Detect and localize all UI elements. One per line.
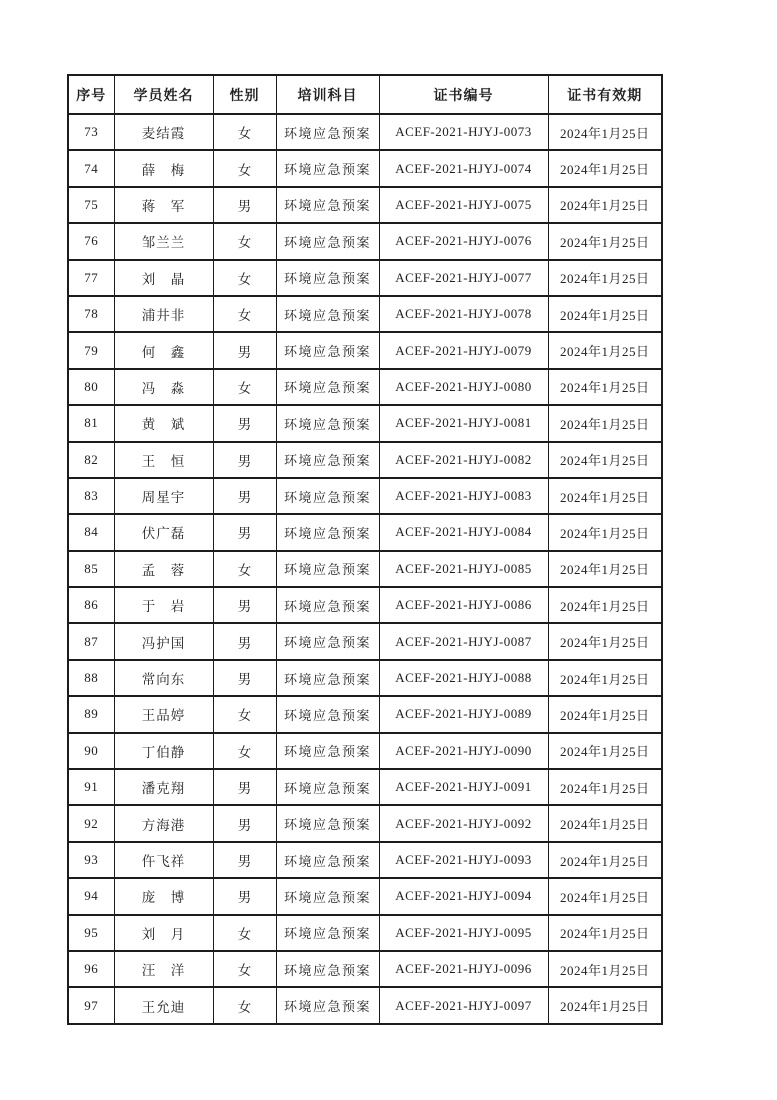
cell-certificate-number: ACEF-2021-HJYJ-0084	[379, 514, 548, 550]
cell-gender: 女	[213, 296, 276, 332]
cell-gender: 男	[213, 332, 276, 368]
cell-serial-number: 89	[68, 696, 114, 732]
cell-gender: 男	[213, 660, 276, 696]
cell-certificate-validity: 2024年1月25日	[548, 842, 662, 878]
cell-serial-number: 96	[68, 951, 114, 987]
cell-certificate-number: ACEF-2021-HJYJ-0081	[379, 405, 548, 441]
cell-student-name: 伏广磊	[114, 514, 213, 550]
table-row	[68, 260, 662, 296]
table-row	[68, 150, 662, 186]
cell-certificate-number: ACEF-2021-HJYJ-0079	[379, 332, 548, 368]
cell-certificate-validity: 2024年1月25日	[548, 733, 662, 769]
cell-certificate-number: ACEF-2021-HJYJ-0087	[379, 623, 548, 659]
cell-training-subject: 环境应急预案	[276, 551, 379, 587]
cell-certificate-validity: 2024年1月25日	[548, 369, 662, 405]
cell-certificate-number: ACEF-2021-HJYJ-0097	[379, 987, 548, 1023]
cell-student-name: 王品婷	[114, 696, 213, 732]
cell-gender: 男	[213, 878, 276, 914]
cell-student-name: 王允迪	[114, 987, 213, 1023]
cell-gender: 男	[213, 623, 276, 659]
cell-certificate-number: ACEF-2021-HJYJ-0095	[379, 915, 548, 951]
cell-certificate-validity: 2024年1月25日	[548, 332, 662, 368]
cell-certificate-validity: 2024年1月25日	[548, 442, 662, 478]
cell-student-name: 潘克翔	[114, 769, 213, 805]
cell-training-subject: 环境应急预案	[276, 842, 379, 878]
cell-student-name: 常向东	[114, 660, 213, 696]
cell-certificate-number: ACEF-2021-HJYJ-0089	[379, 696, 548, 732]
table-body	[68, 114, 662, 1024]
cell-gender: 女	[213, 696, 276, 732]
cell-training-subject: 环境应急预案	[276, 623, 379, 659]
cell-gender: 女	[213, 733, 276, 769]
cell-gender: 女	[213, 551, 276, 587]
cell-serial-number: 97	[68, 987, 114, 1023]
header-certificate-number: 证书编号	[379, 75, 548, 114]
cell-certificate-validity: 2024年1月25日	[548, 915, 662, 951]
table-row	[68, 442, 662, 478]
cell-training-subject: 环境应急预案	[276, 332, 379, 368]
cell-certificate-validity: 2024年1月25日	[548, 478, 662, 514]
cell-training-subject: 环境应急预案	[276, 660, 379, 696]
cell-serial-number: 75	[68, 187, 114, 223]
cell-certificate-validity: 2024年1月25日	[548, 660, 662, 696]
table-row	[68, 187, 662, 223]
cell-gender: 女	[213, 369, 276, 405]
cell-training-subject: 环境应急预案	[276, 805, 379, 841]
cell-student-name: 邹兰兰	[114, 223, 213, 259]
cell-student-name: 黄 斌	[114, 405, 213, 441]
cell-training-subject: 环境应急预案	[276, 514, 379, 550]
cell-certificate-number: ACEF-2021-HJYJ-0094	[379, 878, 548, 914]
cell-certificate-validity: 2024年1月25日	[548, 514, 662, 550]
table-row	[68, 587, 662, 623]
cell-training-subject: 环境应急预案	[276, 696, 379, 732]
cell-certificate-validity: 2024年1月25日	[548, 150, 662, 186]
cell-training-subject: 环境应急预案	[276, 478, 379, 514]
cell-certificate-number: ACEF-2021-HJYJ-0075	[379, 187, 548, 223]
cell-certificate-number: ACEF-2021-HJYJ-0076	[379, 223, 548, 259]
cell-serial-number: 88	[68, 660, 114, 696]
cell-student-name: 麦结霞	[114, 114, 213, 150]
cell-certificate-validity: 2024年1月25日	[548, 805, 662, 841]
cell-certificate-validity: 2024年1月25日	[548, 696, 662, 732]
cell-training-subject: 环境应急预案	[276, 296, 379, 332]
cell-training-subject: 环境应急预案	[276, 769, 379, 805]
cell-training-subject: 环境应急预案	[276, 951, 379, 987]
header-gender: 性别	[213, 75, 276, 114]
cell-serial-number: 79	[68, 332, 114, 368]
cell-certificate-validity: 2024年1月25日	[548, 551, 662, 587]
table-row	[68, 223, 662, 259]
cell-serial-number: 94	[68, 878, 114, 914]
cell-serial-number: 86	[68, 587, 114, 623]
header-serial-number: 序号	[68, 75, 114, 114]
cell-certificate-validity: 2024年1月25日	[548, 769, 662, 805]
cell-student-name: 蒋 军	[114, 187, 213, 223]
table-row	[68, 951, 662, 987]
cell-certificate-validity: 2024年1月25日	[548, 987, 662, 1023]
cell-serial-number: 85	[68, 551, 114, 587]
cell-serial-number: 73	[68, 114, 114, 150]
cell-certificate-validity: 2024年1月25日	[548, 223, 662, 259]
cell-gender: 男	[213, 405, 276, 441]
cell-gender: 男	[213, 187, 276, 223]
cell-training-subject: 环境应急预案	[276, 442, 379, 478]
cell-serial-number: 78	[68, 296, 114, 332]
table-row	[68, 405, 662, 441]
table-row	[68, 805, 662, 841]
cell-student-name: 刘 月	[114, 915, 213, 951]
cell-serial-number: 82	[68, 442, 114, 478]
cell-certificate-number: ACEF-2021-HJYJ-0085	[379, 551, 548, 587]
cell-certificate-number: ACEF-2021-HJYJ-0091	[379, 769, 548, 805]
cell-gender: 男	[213, 805, 276, 841]
cell-training-subject: 环境应急预案	[276, 223, 379, 259]
cell-serial-number: 81	[68, 405, 114, 441]
cell-student-name: 丁伯静	[114, 733, 213, 769]
cell-student-name: 冯 淼	[114, 369, 213, 405]
cell-gender: 女	[213, 951, 276, 987]
header-student-name: 学员姓名	[114, 75, 213, 114]
cell-training-subject: 环境应急预案	[276, 915, 379, 951]
table-row	[68, 551, 662, 587]
cell-certificate-number: ACEF-2021-HJYJ-0096	[379, 951, 548, 987]
cell-certificate-number: ACEF-2021-HJYJ-0077	[379, 260, 548, 296]
cell-serial-number: 90	[68, 733, 114, 769]
cell-certificate-number: ACEF-2021-HJYJ-0073	[379, 114, 548, 150]
cell-serial-number: 77	[68, 260, 114, 296]
table-row	[68, 623, 662, 659]
cell-serial-number: 83	[68, 478, 114, 514]
cell-training-subject: 环境应急预案	[276, 260, 379, 296]
cell-certificate-number: ACEF-2021-HJYJ-0074	[379, 150, 548, 186]
cell-student-name: 何 鑫	[114, 332, 213, 368]
cell-training-subject: 环境应急预案	[276, 405, 379, 441]
cell-gender: 女	[213, 987, 276, 1023]
cell-gender: 男	[213, 478, 276, 514]
table-row	[68, 478, 662, 514]
cell-student-name: 周星宇	[114, 478, 213, 514]
table-row	[68, 696, 662, 732]
table-row	[68, 878, 662, 914]
cell-certificate-validity: 2024年1月25日	[548, 623, 662, 659]
cell-serial-number: 84	[68, 514, 114, 550]
cell-certificate-validity: 2024年1月25日	[548, 187, 662, 223]
cell-certificate-number: ACEF-2021-HJYJ-0080	[379, 369, 548, 405]
cell-certificate-number: ACEF-2021-HJYJ-0082	[379, 442, 548, 478]
cell-serial-number: 80	[68, 369, 114, 405]
cell-serial-number: 74	[68, 150, 114, 186]
cell-certificate-validity: 2024年1月25日	[548, 878, 662, 914]
cell-certificate-validity: 2024年1月25日	[548, 405, 662, 441]
cell-student-name: 薛 梅	[114, 150, 213, 186]
header-row	[68, 75, 662, 114]
cell-certificate-number: ACEF-2021-HJYJ-0083	[379, 478, 548, 514]
table-row	[68, 296, 662, 332]
cell-certificate-number: ACEF-2021-HJYJ-0093	[379, 842, 548, 878]
cell-gender: 女	[213, 915, 276, 951]
cell-certificate-validity: 2024年1月25日	[548, 951, 662, 987]
cell-training-subject: 环境应急预案	[276, 369, 379, 405]
certificate-roster-table	[67, 74, 663, 1025]
cell-gender: 女	[213, 223, 276, 259]
table-header	[68, 75, 662, 114]
table-row	[68, 915, 662, 951]
cell-certificate-validity: 2024年1月25日	[548, 114, 662, 150]
cell-serial-number: 92	[68, 805, 114, 841]
header-training-subject: 培训科目	[276, 75, 379, 114]
cell-training-subject: 环境应急预案	[276, 987, 379, 1023]
cell-student-name: 刘 晶	[114, 260, 213, 296]
table-row	[68, 514, 662, 550]
cell-certificate-validity: 2024年1月25日	[548, 260, 662, 296]
cell-student-name: 方海港	[114, 805, 213, 841]
cell-student-name: 于 岩	[114, 587, 213, 623]
cell-certificate-number: ACEF-2021-HJYJ-0090	[379, 733, 548, 769]
header-certificate-validity: 证书有效期	[548, 75, 662, 114]
cell-gender: 男	[213, 587, 276, 623]
cell-serial-number: 93	[68, 842, 114, 878]
cell-training-subject: 环境应急预案	[276, 733, 379, 769]
table-row	[68, 332, 662, 368]
table-row	[68, 114, 662, 150]
cell-training-subject: 环境应急预案	[276, 587, 379, 623]
table-row	[68, 987, 662, 1023]
cell-training-subject: 环境应急预案	[276, 187, 379, 223]
table-row	[68, 769, 662, 805]
cell-gender: 男	[213, 842, 276, 878]
table-row	[68, 733, 662, 769]
table-row	[68, 842, 662, 878]
cell-training-subject: 环境应急预案	[276, 878, 379, 914]
cell-serial-number: 76	[68, 223, 114, 259]
cell-certificate-number: ACEF-2021-HJYJ-0086	[379, 587, 548, 623]
cell-gender: 男	[213, 769, 276, 805]
cell-certificate-number: ACEF-2021-HJYJ-0092	[379, 805, 548, 841]
table-row	[68, 660, 662, 696]
cell-serial-number: 87	[68, 623, 114, 659]
cell-serial-number: 95	[68, 915, 114, 951]
cell-training-subject: 环境应急预案	[276, 150, 379, 186]
cell-gender: 女	[213, 260, 276, 296]
cell-serial-number: 91	[68, 769, 114, 805]
cell-gender: 女	[213, 150, 276, 186]
cell-student-name: 汪 洋	[114, 951, 213, 987]
cell-certificate-number: ACEF-2021-HJYJ-0088	[379, 660, 548, 696]
cell-student-name: 庞 博	[114, 878, 213, 914]
cell-student-name: 仵飞祥	[114, 842, 213, 878]
cell-certificate-validity: 2024年1月25日	[548, 296, 662, 332]
cell-student-name: 浦井非	[114, 296, 213, 332]
cell-student-name: 冯护国	[114, 623, 213, 659]
table-row	[68, 369, 662, 405]
cell-student-name: 王 恒	[114, 442, 213, 478]
cell-training-subject: 环境应急预案	[276, 114, 379, 150]
cell-student-name: 孟 蓉	[114, 551, 213, 587]
cell-certificate-validity: 2024年1月25日	[548, 587, 662, 623]
cell-gender: 男	[213, 514, 276, 550]
cell-certificate-number: ACEF-2021-HJYJ-0078	[379, 296, 548, 332]
cell-gender: 女	[213, 114, 276, 150]
cell-gender: 男	[213, 442, 276, 478]
